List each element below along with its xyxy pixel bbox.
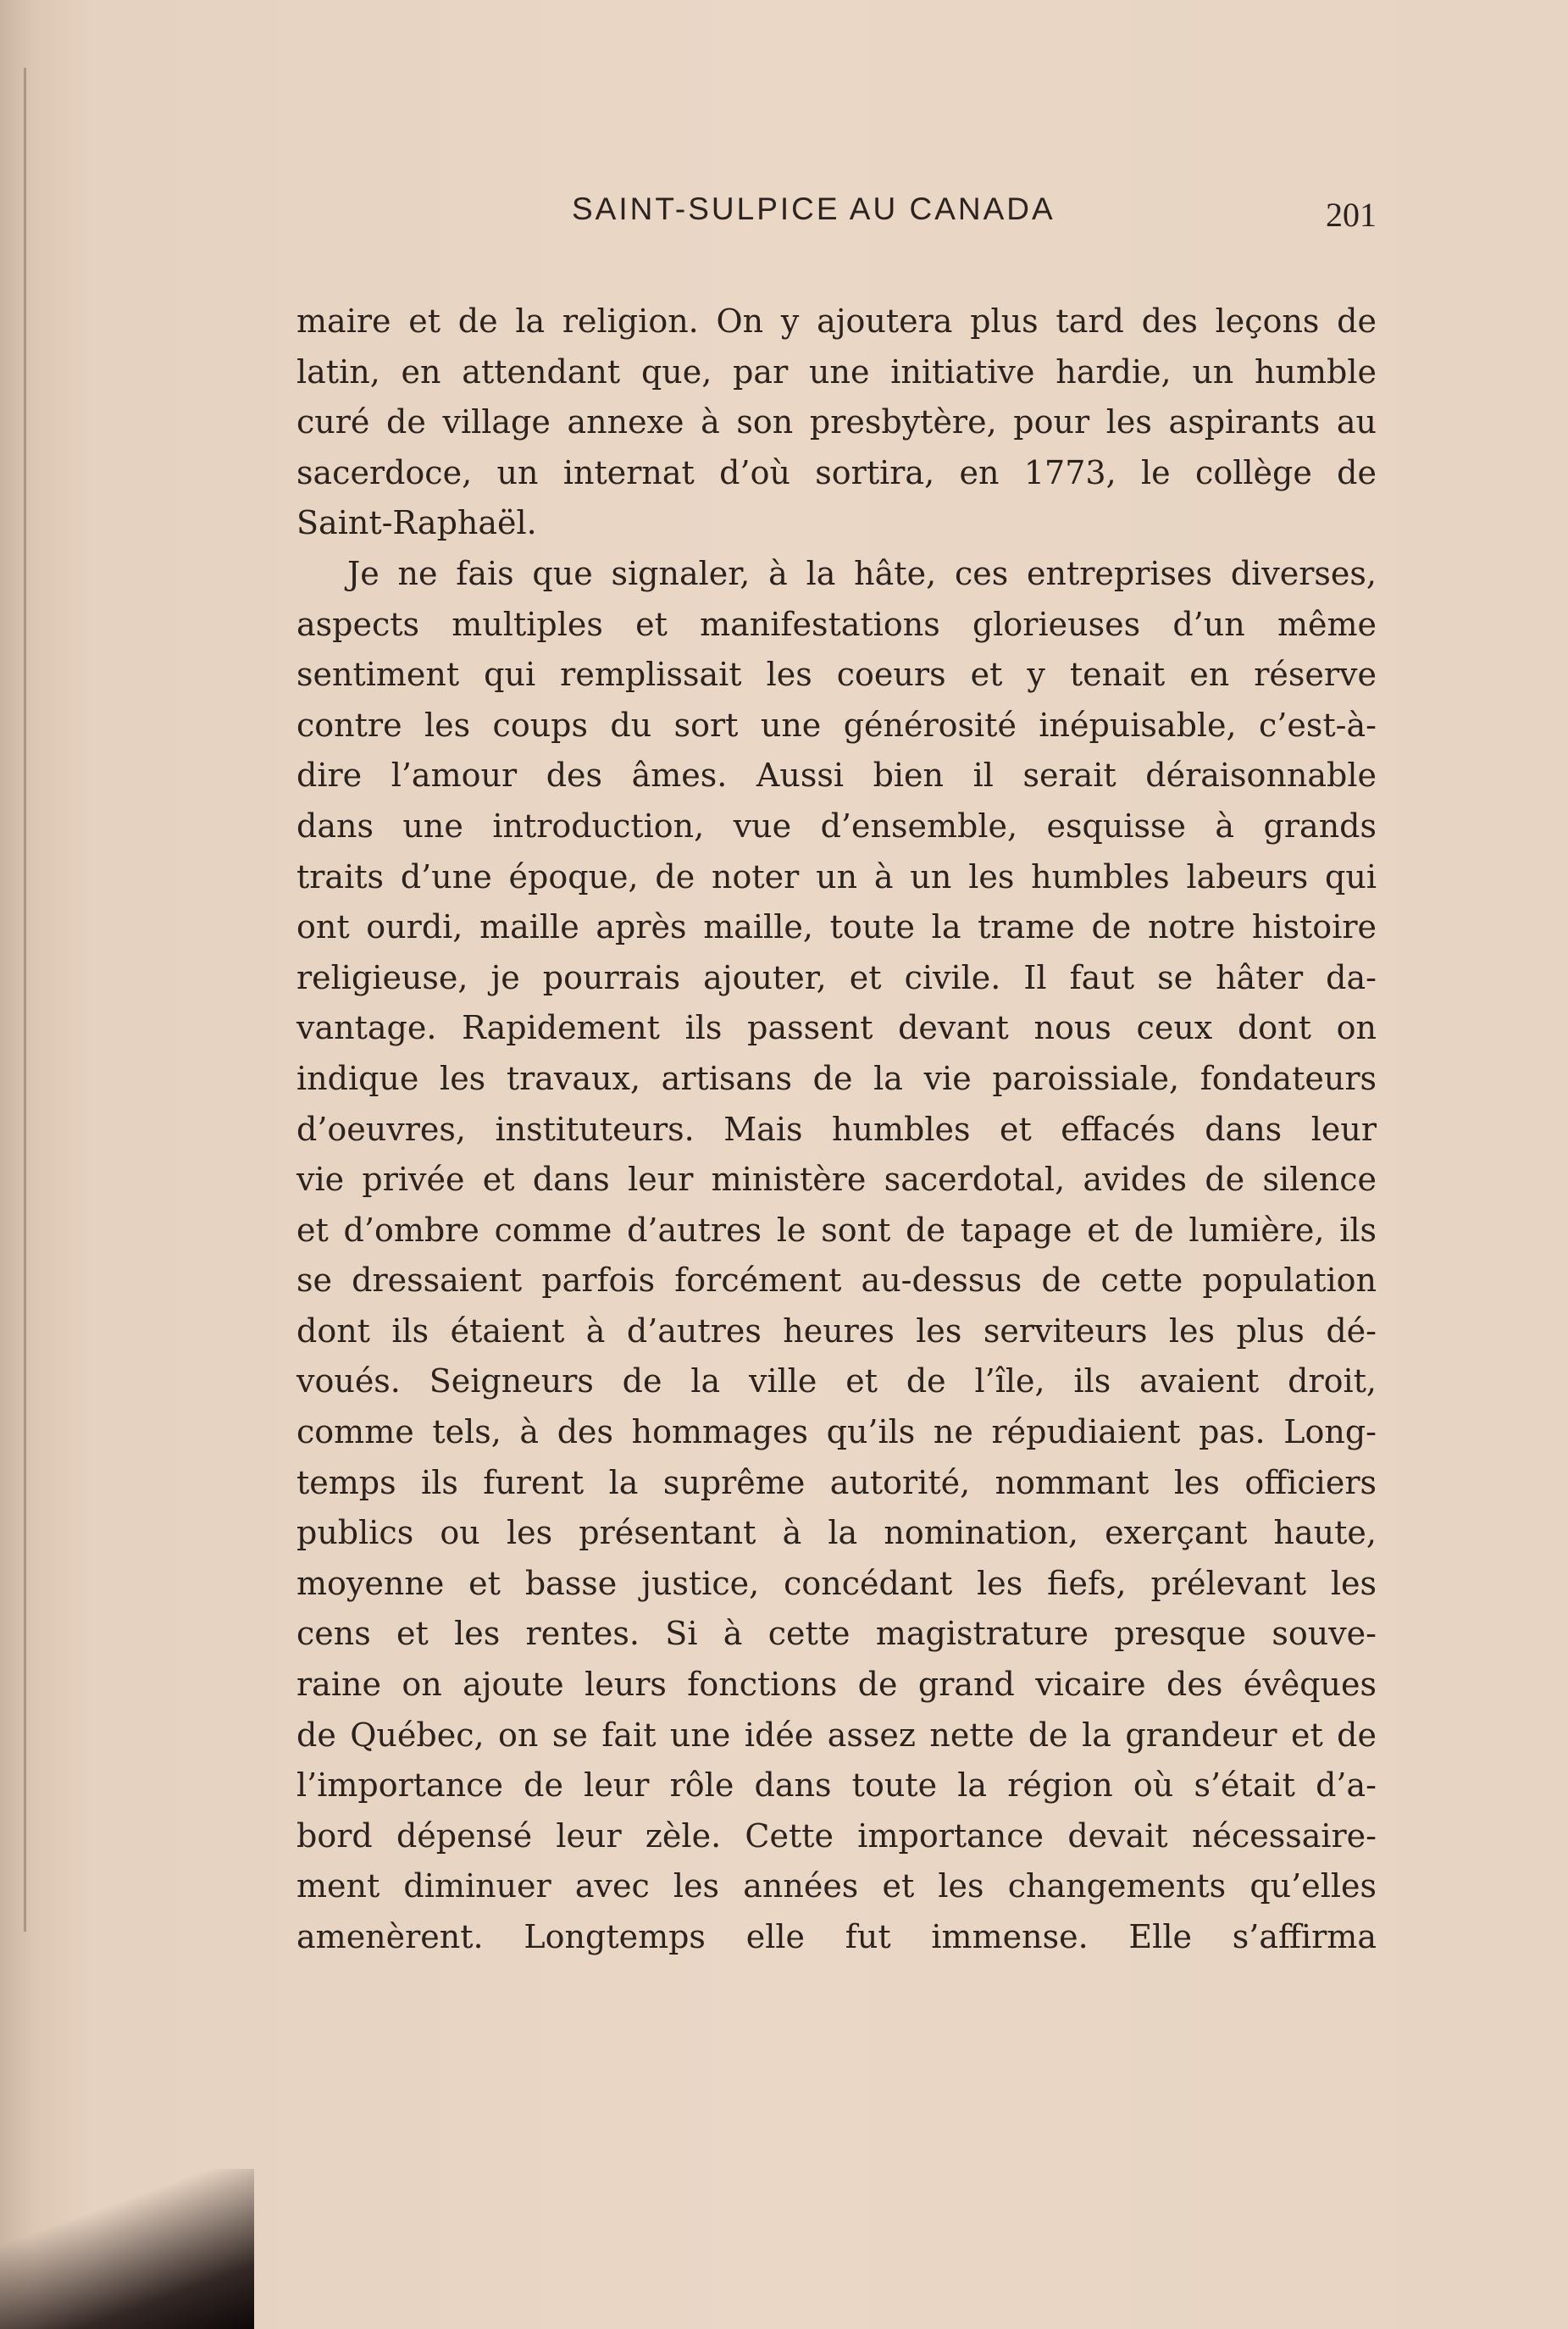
text-line: d’oeuvres, instituteurs. Mais humbles et effacés dans leur: [296, 1110, 1377, 1148]
text-line: et d’ombre comme d’autres le sont de tapage et de lumière, ils: [296, 1211, 1377, 1249]
text-line: voués. Seigneurs de la ville et de l’île, ils avaient droit,: [296, 1362, 1377, 1400]
text-line: raine on ajoute leurs fonctions de grand vicaire des évêques: [296, 1666, 1377, 1704]
text-line: comme tels, à des hommages qu’ils ne répudiaient pas. Long-: [296, 1413, 1377, 1451]
text-line: sentiment qui remplissait les coeurs et y tenait en réserve: [296, 656, 1377, 694]
text-line: aspects multiples et manifestations glorieuses d’un même: [296, 605, 1377, 643]
text-line: religieuse, je pourrais ajouter, et civile. Il faut se hâter da-: [296, 958, 1377, 996]
text-line: vie privée et dans leur ministère sacerdotal, avides de silence: [296, 1161, 1377, 1199]
text-line: maire et de la religion. On y ajoutera plus tard des leçons de: [296, 302, 1377, 340]
text-line: temps ils furent la suprême autorité, nommant les officiers: [296, 1463, 1377, 1501]
text-line: traits d’une époque, de noter un à un les humbles labeurs qui: [296, 857, 1377, 896]
text-line: indique les travaux, artisans de la vie paroissiale, fondateurs: [296, 1059, 1377, 1097]
text-line: dont ils étaient à d’autres heures les serviteurs les plus dé-: [296, 1311, 1377, 1350]
text-line: dans une introduction, vue d’ensemble, esquisse à grands: [296, 807, 1377, 845]
text-line: curé de village annexe à son presbytère, pour les aspirants au: [296, 403, 1377, 441]
text-line: latin, en attendant que, par une initiative hardie, un humble: [296, 352, 1377, 391]
text-line: publics ou les présentant à la nomination, exerçant haute,: [296, 1514, 1377, 1552]
body-text: [296, 297, 1377, 1963]
text-line: cens et les rentes. Si à cette magistrature presque souve-: [296, 1615, 1377, 1653]
running-title: SAINT-SULPICE AU CANADA: [572, 191, 1055, 226]
text-line: ont ourdi, maille après maille, toute la trame de notre histoire: [296, 908, 1377, 946]
text-line: se dressaient parfois forcément au-dessus de cette population: [296, 1262, 1377, 1300]
text-line: ment diminuer avec les années et les changements qu’elles: [296, 1867, 1377, 1905]
text-line: de Québec, on se fait une idée assez nette de la grandeur et de: [296, 1716, 1377, 1754]
page-number: 201: [1326, 196, 1377, 234]
text-line: l’importance de leur rôle dans toute la région où s’était d’a-: [296, 1766, 1377, 1805]
binding-gutter: [24, 68, 26, 1932]
scan-corner-shadow: [0, 2169, 254, 2329]
text-line: amenèrent. Longtemps elle fut immense. Elle s’affirma: [296, 1918, 1377, 1955]
text-line: Je ne fais que signaler, à la hâte, ces entreprises diverses,: [347, 554, 1377, 592]
text-line: sacerdoce, un internat d’où sortira, en 1773, le collège de: [296, 453, 1377, 491]
page-header: [292, 188, 1377, 239]
text-line: bord dépensé leur zèle. Cette importance devait nécessaire-: [296, 1816, 1377, 1855]
text-line: contre les coups du sort une générosité inépuisable, c’est-à-: [296, 706, 1377, 744]
text-line: dire l’amour des âmes. Aussi bien il serait déraisonnable: [296, 757, 1377, 795]
text-line: vantage. Rapidement ils passent devant nous ceux dont on: [296, 1009, 1377, 1047]
text-line: moyenne et basse justice, concédant les fiefs, prélevant les: [296, 1564, 1377, 1602]
text-line: Saint-Raphaël.: [296, 504, 537, 542]
